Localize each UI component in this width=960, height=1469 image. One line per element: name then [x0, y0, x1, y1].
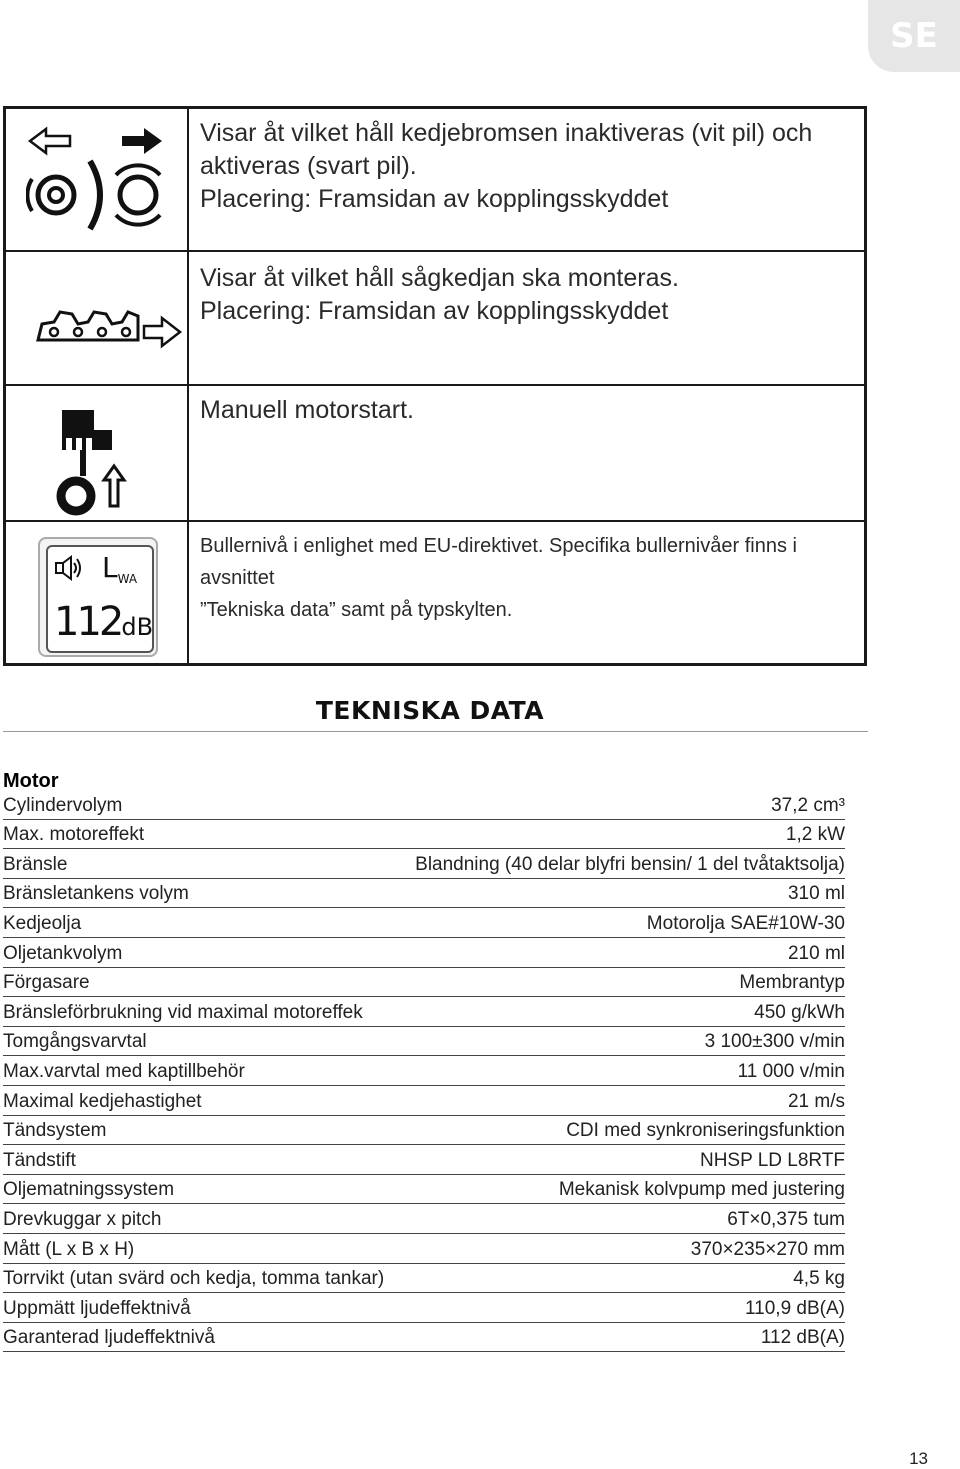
spec-label: Torrvikt (utan svärd och kedja, tomma tankar) [3, 1268, 385, 1290]
spec-row [3, 1056, 845, 1086]
spec-label: Drevkuggar x pitch [3, 1208, 162, 1230]
spec-label: Max.varvtal med kaptillbehör [3, 1060, 245, 1082]
spec-value: Membrantyp [739, 972, 845, 994]
spec-row [3, 849, 845, 879]
page-number: 13 [909, 1449, 928, 1468]
spec-row [3, 1293, 845, 1323]
symbol-text-line: Visar åt vilket håll sågkedjan ska monteras. [200, 264, 679, 292]
spec-label: Oljetankvolym [3, 942, 123, 964]
symbol-text-line: Manuell motorstart. [200, 396, 414, 424]
spec-row [3, 1086, 845, 1116]
spec-value: 370×235×270 mm [690, 1238, 845, 1260]
spec-value: Mekanisk kolvpump med justering [558, 1179, 845, 1201]
section-title: TEKNISKA DATA [315, 696, 545, 725]
manual-start-icon [54, 400, 134, 520]
spec-table [3, 790, 845, 1352]
spec-label: Tändsystem [3, 1120, 107, 1142]
spec-row [3, 1323, 845, 1353]
symbols-table [3, 106, 867, 666]
noise-level-label-icon [38, 537, 158, 657]
spec-label: Maximal kedjehastighet [3, 1090, 202, 1112]
noise-value: 112 [54, 599, 122, 645]
group-heading: Motor [3, 770, 59, 792]
spec-label: Kedjeolja [3, 912, 82, 934]
symbol-text-line: Bullernivå i enlighet med EU-direktivet. Specifika bullernivåer finns i avsnittet [200, 535, 797, 589]
saw-chain-direction-icon [34, 300, 184, 360]
spec-row [3, 790, 845, 820]
spec-row [3, 1027, 845, 1057]
lwa-subscript: WA [117, 572, 138, 586]
spec-row [3, 879, 845, 909]
spec-label: Cylindervolym [3, 794, 123, 816]
symbol-row-manual-start [6, 386, 864, 522]
noise-unit: dB [121, 613, 154, 641]
spec-value: 450 g/kWh [754, 1001, 845, 1023]
spec-row [3, 1204, 845, 1234]
spec-label: Förgasare [3, 972, 90, 994]
spec-row [3, 968, 845, 998]
speaker-icon [54, 555, 84, 581]
spec-value: 11 000 v/min [737, 1060, 845, 1082]
spec-value: 3 100±300 v/min [704, 1031, 845, 1053]
symbol-text-line: ”Tekniska data” samt på typskylten. [200, 599, 513, 621]
spec-value: CDI med synkroniseringsfunktion [566, 1120, 845, 1142]
spec-label: Uppmätt ljudeffektnivå [3, 1297, 191, 1319]
symbol-row-noise-level [6, 522, 864, 663]
spec-row [3, 938, 845, 968]
spec-value: Motorolja SAE#10W-30 [646, 912, 845, 934]
spec-row [3, 1116, 845, 1146]
spec-label: Mått (L x B x H) [3, 1238, 135, 1260]
title-divider [3, 731, 868, 732]
spec-label: Garanterad ljudeffektnivå [3, 1327, 215, 1349]
spec-value: 21 m/s [787, 1090, 845, 1112]
spec-value: 110,9 dB(A) [745, 1297, 845, 1319]
spec-label: Tomgångsvarvtal [3, 1031, 147, 1053]
spec-label: Oljematningssystem [3, 1179, 175, 1201]
spec-row [3, 1234, 845, 1264]
spec-row [3, 1264, 845, 1294]
spec-row [3, 820, 845, 850]
spec-row [3, 997, 845, 1027]
spec-value: 4,5 kg [793, 1268, 845, 1290]
symbol-text-line: Placering: Framsidan av kopplingsskyddet [200, 185, 669, 213]
symbol-text-line: Visar åt vilket håll kedjebromsen inaktiveras (vit pil) och [200, 119, 813, 147]
spec-row [3, 908, 845, 938]
symbol-text-line: aktiveras (svart pil). [200, 152, 417, 180]
spec-label: Bränsleförbrukning vid maximal motoreffek [3, 1001, 363, 1023]
symbol-row-chain-brake [6, 109, 864, 252]
spec-value: 210 ml [787, 942, 845, 964]
lwa-symbol: L [102, 551, 118, 584]
spec-value: 37,2 cm³ [771, 794, 845, 816]
spec-value: 112 dB(A) [760, 1327, 845, 1349]
chain-brake-arrows-icon [26, 123, 176, 233]
spec-value: 6T×0,375 tum [727, 1208, 845, 1230]
language-tab: SE [868, 0, 960, 72]
spec-label: Bränsle [3, 853, 68, 875]
spec-value: Blandning (40 delar blyfri bensin/ 1 del tvåtaktsolja) [415, 853, 845, 875]
spec-label: Tändstift [3, 1149, 76, 1171]
spec-label: Bränsletankens volym [3, 883, 189, 905]
spec-row [3, 1175, 845, 1205]
spec-value: 310 ml [787, 883, 845, 905]
spec-value: NHSP LD L8RTF [699, 1149, 845, 1171]
spec-value: 1,2 kW [785, 824, 845, 846]
spec-label: Max. motoreffekt [3, 824, 145, 846]
spec-row [3, 1145, 845, 1175]
symbol-row-saw-chain [6, 252, 864, 386]
symbol-text-line: Placering: Framsidan av kopplingsskyddet [200, 297, 669, 325]
